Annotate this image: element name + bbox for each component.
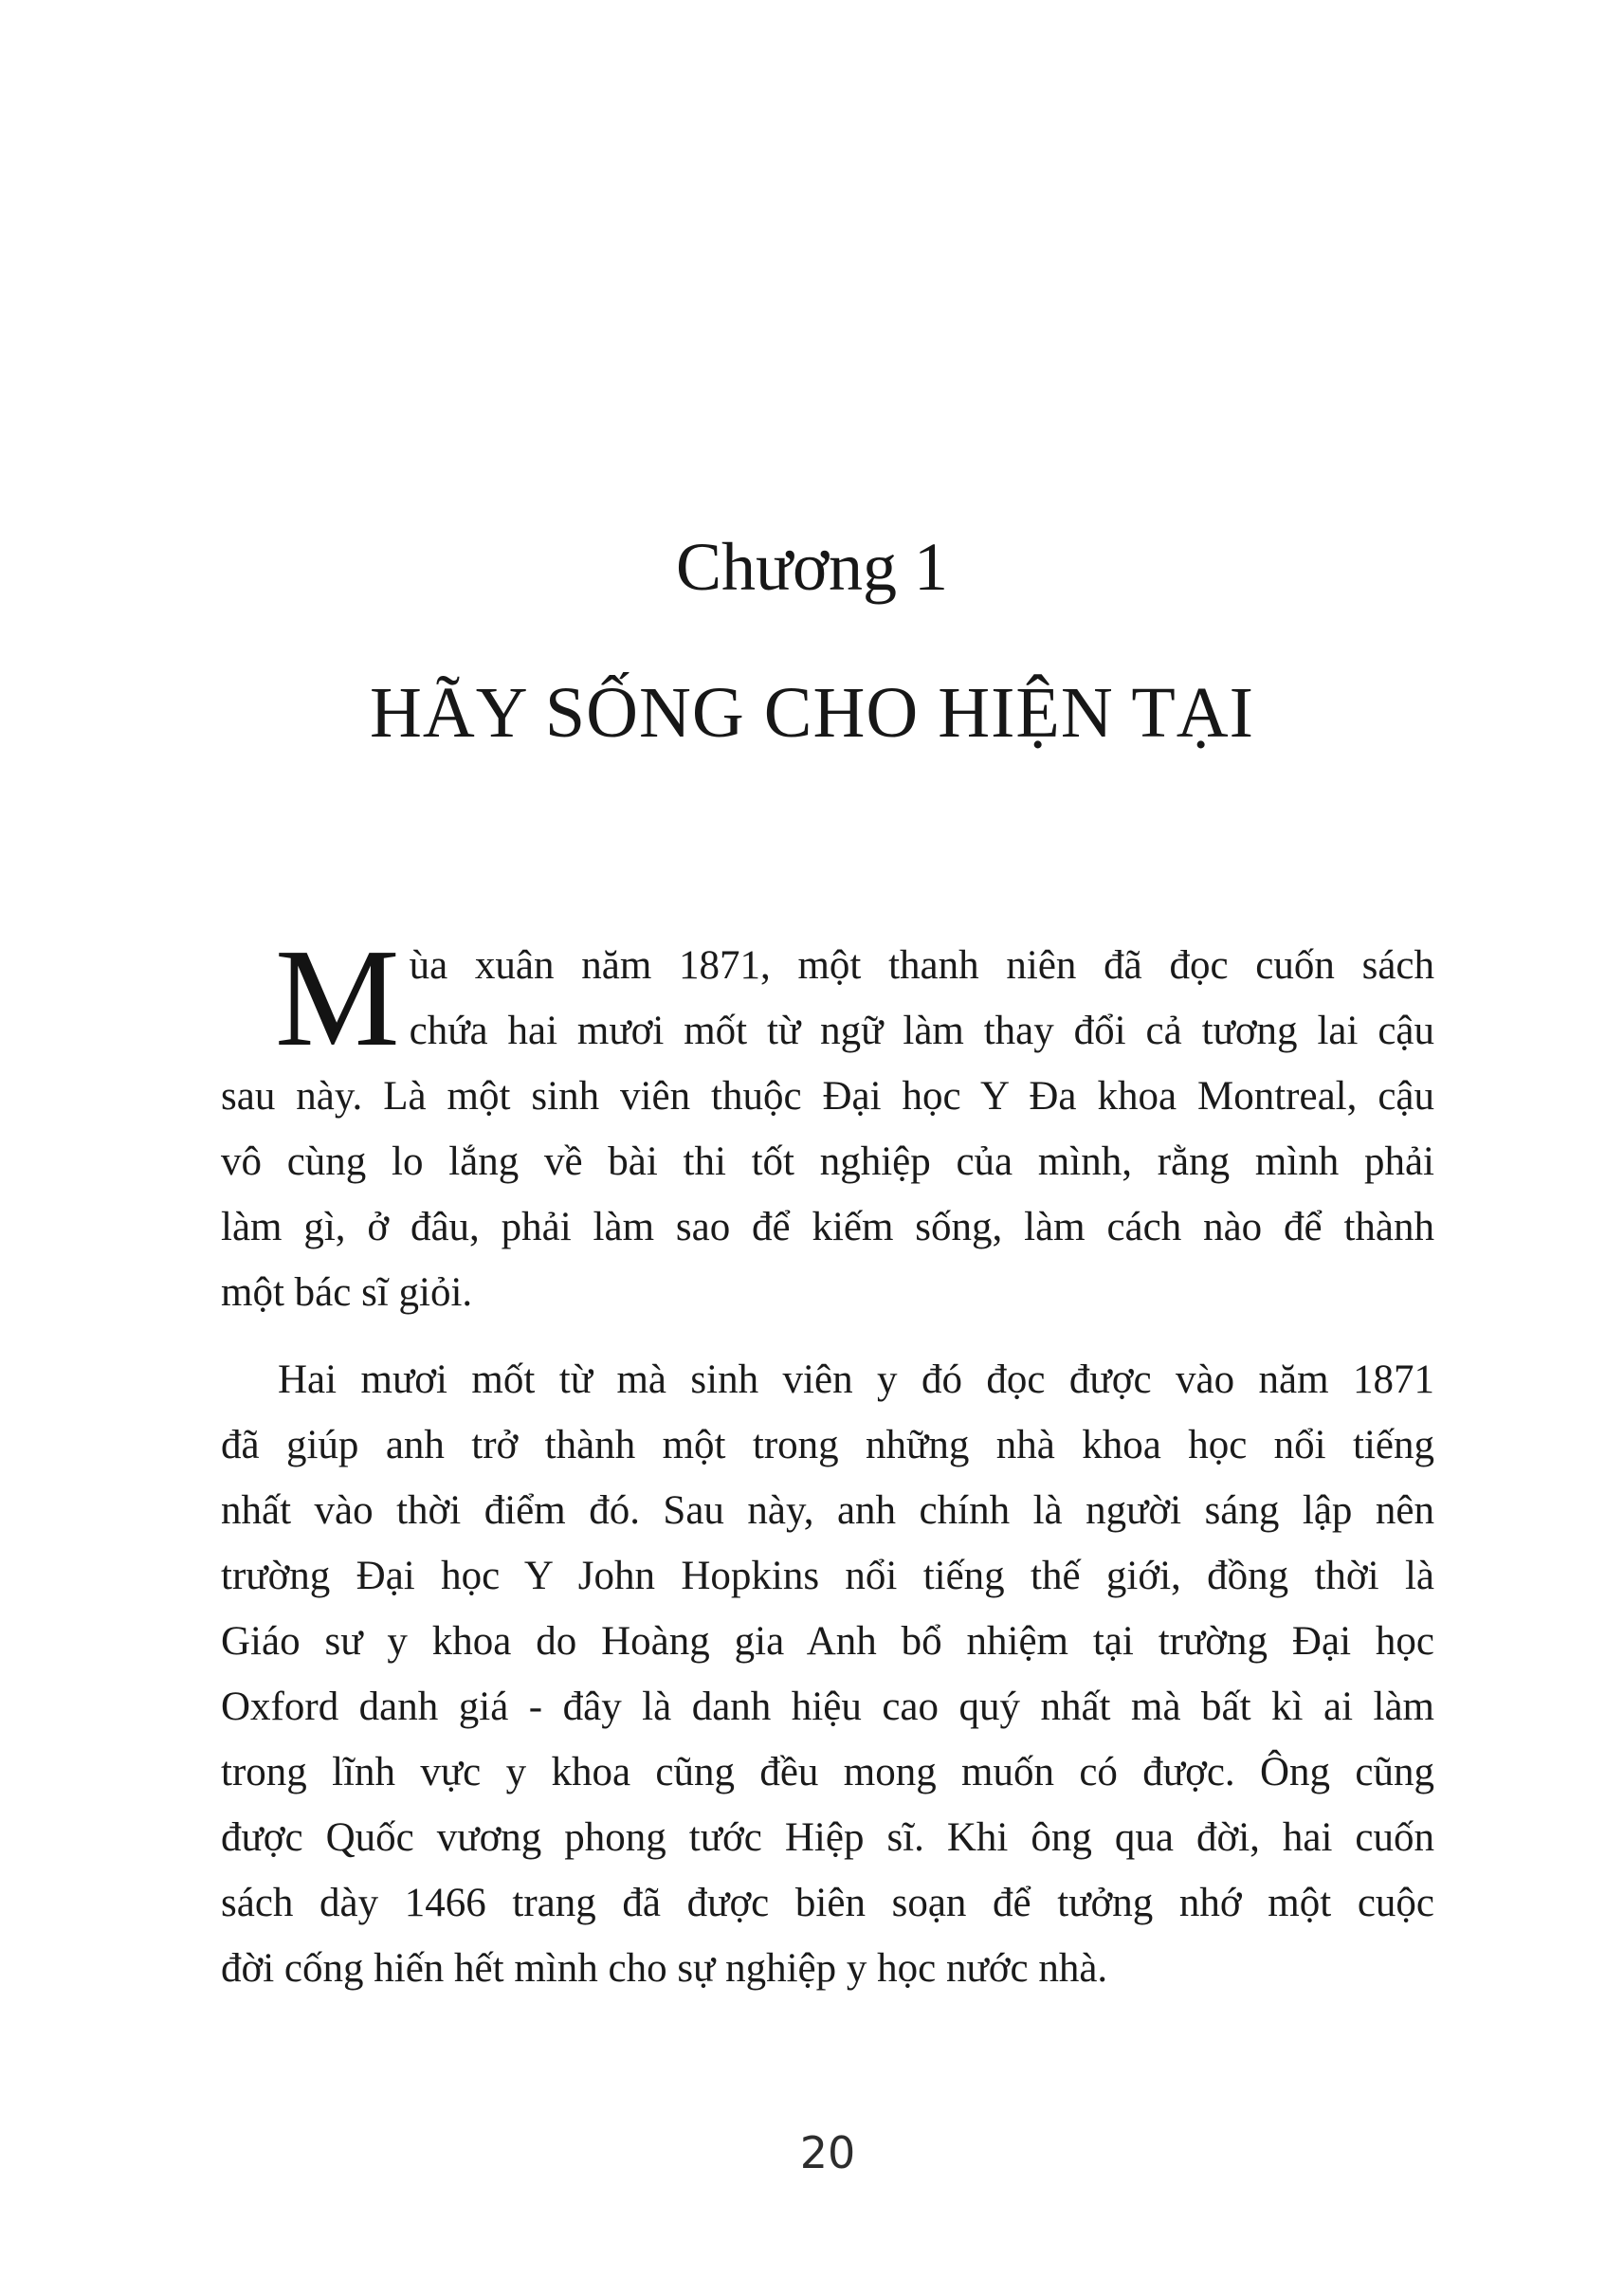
body-line: ùa xuân năm 1871, một thanh niên đã đọc cuốn sách — [409, 943, 1434, 988]
body-line: vô cùng lo lắng về bài thi tốt nghiệp của mình, rằng mình phải — [221, 1139, 1434, 1184]
body-line: Oxford danh giá - đây là danh hiệu cao quý nhất mà bất kì ai làm — [221, 1685, 1434, 1729]
chapter-title: HÃY SỐNG CHO HIỆN TẠI — [370, 673, 1254, 753]
chapter-number-heading: Chương 1 — [675, 529, 949, 605]
body-line: một bác sĩ giỏi. — [221, 1270, 473, 1315]
paragraph-1 — [221, 920, 1434, 1325]
paragraph-2 — [221, 1347, 1434, 2001]
body-line: đời cống hiến hết mình cho sự nghiệp y học nước nhà. — [221, 1946, 1108, 1991]
body-line: được Quốc vương phong tước Hiệp sĩ. Khi ông qua đời, hai cuốn — [221, 1815, 1434, 1860]
body-line: làm gì, ở đâu, phải làm sao để kiếm sống, làm cách nào để thành — [221, 1205, 1434, 1249]
body-text-block — [221, 920, 1434, 2001]
body-line: trường Đại học Y John Hopkins nổi tiếng thế giới, đồng thời là — [221, 1554, 1434, 1598]
body-line: đã giúp anh trở thành một trong những nhà khoa học nổi tiếng — [221, 1423, 1434, 1467]
body-line: nhất vào thời điểm đó. Sau này, anh chính là người sáng lập nên — [221, 1488, 1434, 1533]
body-line: sách dày 1466 trang đã được biên soạn để tưởng nhớ một cuộc — [221, 1881, 1434, 1925]
body-line: Giáo sư y khoa do Hoàng gia Anh bổ nhiệm tại trường Đại học — [221, 1619, 1434, 1664]
body-line: sau này. Là một sinh viên thuộc Đại học Y Đa khoa Montreal, cậu — [221, 1074, 1434, 1119]
body-line: trong lĩnh vực y khoa cũng đều mong muốn có được. Ông cũng — [221, 1750, 1434, 1794]
page-number: 20 — [799, 2127, 856, 2178]
body-line: Hai mươi mốt từ mà sinh viên y đó đọc được vào năm 1871 — [278, 1357, 1434, 1402]
body-line: chứa hai mươi mốt từ ngữ làm thay đổi cả tương lai cậu — [409, 1009, 1434, 1053]
drop-cap: M — [275, 920, 400, 1076]
